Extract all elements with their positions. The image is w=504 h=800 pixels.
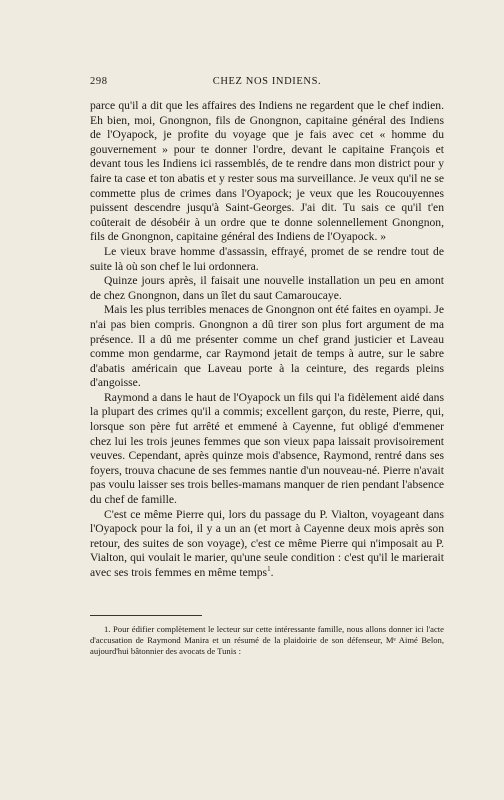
page-header [90, 76, 444, 90]
paragraph: Quinze jours après, il faisait une nouvelle installation un peu en amont de chez Gnongnon, dans un îlet du saut Camaroucaye. [90, 274, 444, 302]
paragraph-with-footnote-ref: C'est ce même Pierre qui, lors du passage du P. Vialton, voyageant dans l'Oyapock pour la foi, il y a un an (et mort à Cayenne deux mois après son retour, des suites de son voyage), c'est ce même Pierre qui n'imposait au P. Vialton, qui voulait le marier, qu'une seule condition : c'est qu'il le marierait avec ses trois femmes en même temps$^1$. [90, 507, 444, 579]
paragraph: Le vieux brave homme d'assassin, effrayé, promet de se rendre tout de suite là où son chef le lui ordonnera. [90, 244, 444, 273]
paragraph: Mais les plus terribles menaces de Gnongnon ont été faites en oyampi. Je n'ai pas bien compris. Gnongnon a dû tirer son plus fort argument de ma présence. Il a dû me présenter comme un chef grand justicier et Laveau comme mon gendarme, car Raymond jetait de temps à autre, sur le sabre d'abatis américain que Laveau porte à la ceinture, des regards pleins d'angoisse. [90, 303, 444, 390]
running-title: CHEZ NOS INDIENS. [212, 76, 322, 87]
footnote-reference: 1 [267, 565, 271, 574]
paragraph: Raymond a dans le haut de l'Oyapock un fils qui l'a fidèlement aidé dans la plupart des crimes qu'il a commis; excellent garçon, du reste, Pierre, qui, lorsque son père fut arrêté et emmené à Cayenne, fut obligé d'emmener chez lui les trois jeunes femmes que son vieux papa laissait provisoirement veuves. Cependant, après quinze mois d'absence, Raymond, rentré dans ses foyers, trouva chacune de ses femmes nantie d'un nouveau-né. Pierre n'avait pas voulu laisser ses trois belles-mamans manquer de rien pendant l'absence du chef de famille. [90, 390, 444, 507]
paragraph-text: C'est ce même Pierre qui, lors du passage du P. Vialton, voyageant dans l'Oyapock pour la foi, il y a un an (et mort à Cayenne deux mois après son retour, des suites de son voyage), c'est ce même Pierre qui n'imposait au P. Vialton, qui voulait le marier, qu'une seule condition : c'est qu'il le marierait avec ses trois femmes en même temps [90, 507, 444, 579]
footnote-divider [90, 615, 202, 616]
footnote: 1. Pour édifier complètement le lecteur sur cette intéressante famille, nous allons donner ici l'acte d'accusation de Raymond Manira et un résumé de la plaidoirie de son défenseur, Mᵉ Aimé Belon, aujourd'hui bâtonnier des avocats de Tunis : [90, 624, 444, 657]
paragraph-continuation: parce qu'il a dit que les affaires des Indiens ne regardent que le chef indien. Eh bien, moi, Gnongnon, fils de Gnongnon, capitaine général des Indiens de l'Oyapock, je profite du voyage que je fais avec cet « homme du gouvernement » pour te donner l'ordre, devant le capitaine François et devant tous les Indiens ici rassemblés, de te rendre dans mon district pour y faire ta case et ton abatis et y rester sous ma surveillance. Je veux qu'il ne se commette plus de crimes dans l'Oyapock; je veux que les Roucouyennes puissent descendre jusqu'à Saint-Georges. J'ai dit. Tu sais ce qu'il t'en coûterait de désobéir à un ordre que te donne solennellement Gnongnon, fils de Gnongnon, capitaine général des Indiens de l'Oyapock. » [90, 99, 444, 244]
page-number: 298 [90, 76, 108, 87]
body-text [90, 99, 444, 581]
